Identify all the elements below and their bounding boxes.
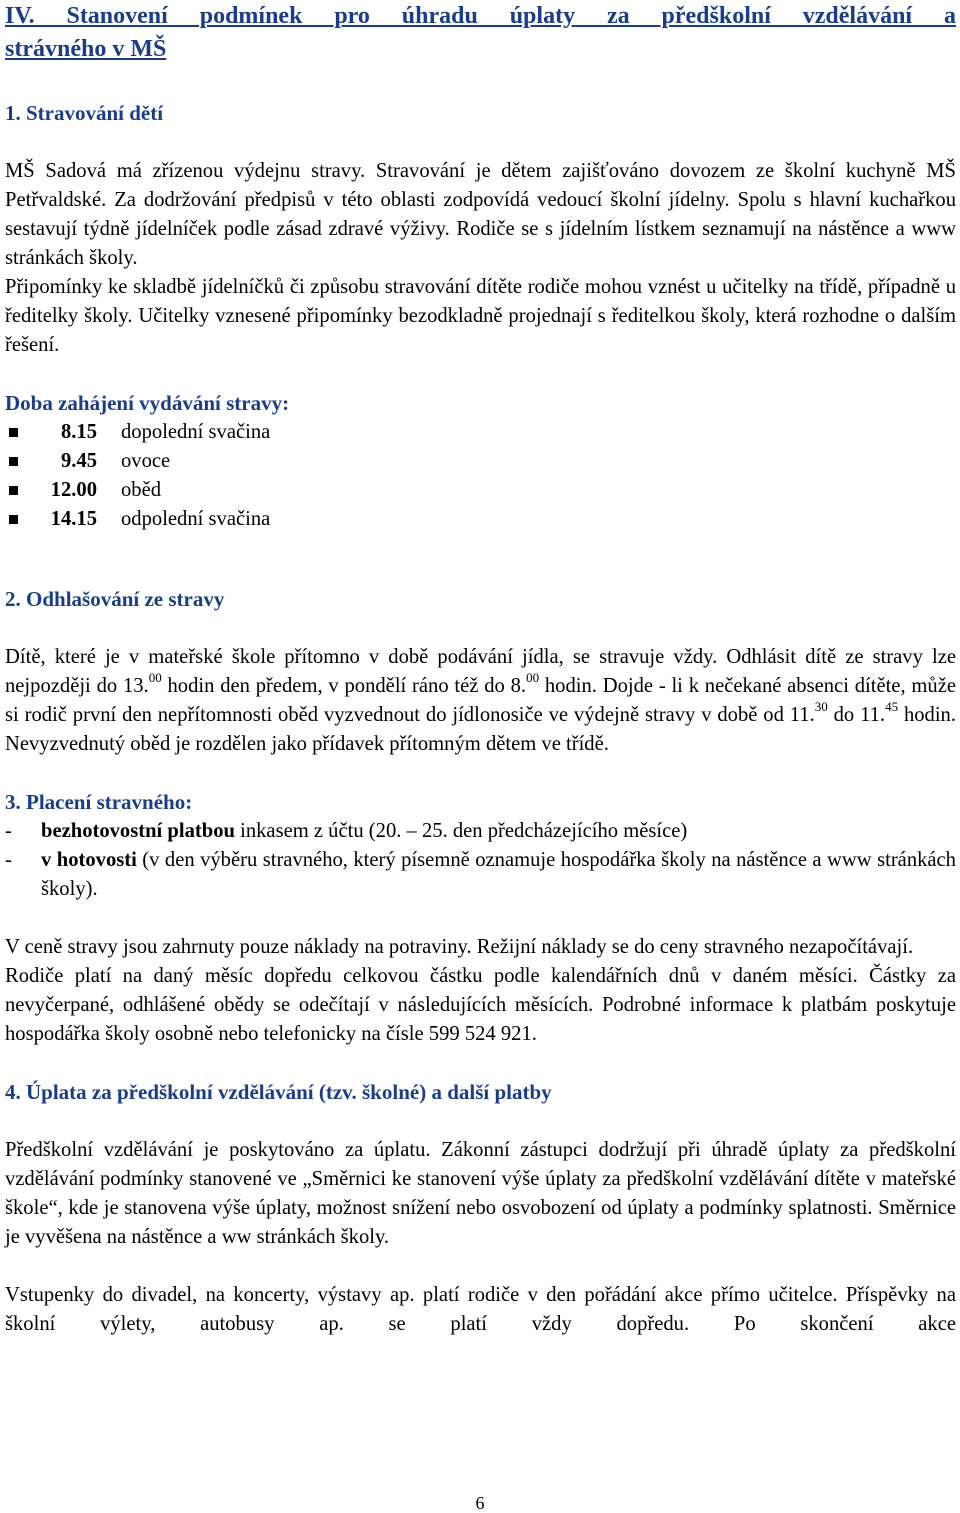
document-page — [5, 0, 956, 1339]
list-item — [5, 447, 956, 476]
list-item — [5, 846, 956, 904]
section-4-title: 4. Úplata za předškolní vzdělávání (tzv. školné) a další platby — [5, 1080, 552, 1104]
dash-bullet: - — [5, 849, 12, 871]
text-run: hodin. Nevyzvednutý oběd je rozdělen jako přídavek přítomným dětem ve třídě. — [5, 704, 956, 755]
section-2-title: 2. Odhlašování ze stravy — [5, 587, 225, 611]
text-run: Dítě, které je v mateřské škole přítomno v době podávání jídla, se stravuje vždy. Odhlásit dítě ze stravy lze nejpozději do 13. — [5, 646, 956, 697]
superscript-minutes: 45 — [885, 699, 899, 715]
page-number: 6 — [475, 1493, 485, 1513]
superscript-minutes: 00 — [526, 670, 540, 686]
list-item — [5, 817, 956, 846]
serving-label: ovoce — [121, 450, 171, 472]
serving-times-heading: Doba zahájení vydávání stravy: — [5, 391, 290, 415]
serving-times-list — [5, 418, 956, 534]
serving-time: 12.00 — [50, 479, 97, 501]
payment-method-bold: bezhotovostní platbou — [41, 820, 235, 842]
section-2-paragraph — [5, 643, 956, 759]
payment-method-detail: (v den výběru stravného, který písemně oznamuje hospodářka školy na nástěnce a www stránkách školy). — [41, 849, 956, 900]
serving-time: 9.45 — [60, 450, 97, 472]
section-3-paragraph-b: Rodiče platí na daný měsíc dopředu celkovou částku podle kalendářních dnů v daném měsíci. Částky za nevyčerpané, odhlášené obědy se odečítají v následujících měsících. Podrobné informace k platbám poskytuje hospodářka školy osobně nebo telefonicky na čísle 599 524 921. — [5, 965, 956, 1045]
square-bullet-icon — [9, 457, 18, 466]
heading-line-2: strávného v MŠ — [5, 36, 167, 62]
square-bullet-icon — [9, 486, 18, 495]
serving-label: oběd — [121, 479, 162, 501]
list-item — [5, 505, 956, 534]
payment-method-detail: inkasem z účtu (20. – 25. den předcházejícího měsíce) — [234, 820, 688, 842]
section-3-paragraph-a: V ceně stravy jsou zahrnuty pouze náklady na potraviny. Režijní náklady se do ceny stravného nezapočítávají. — [5, 936, 914, 958]
list-item — [5, 476, 956, 505]
list-item — [5, 418, 956, 447]
serving-label: dopolední svačina — [121, 421, 271, 443]
section-1-title: 1. Stravování dětí — [5, 101, 164, 125]
square-bullet-icon — [9, 515, 18, 524]
superscript-minutes: 30 — [814, 699, 828, 715]
payment-method-bold: v hotovosti — [41, 849, 137, 871]
superscript-minutes: 00 — [148, 670, 162, 686]
square-bullet-icon — [9, 428, 18, 437]
text-run: hodin. Dojde - li k nečekané absenci dítěte, může si rodič první den nepřítomnosti oběd vyzvednout do jídlonosiče ve výdejně stravy v době od 11. — [5, 675, 956, 726]
heading-line-1: IV. Stanovení podmínek pro úhradu úplaty za předškolní vzdělávání a — [5, 3, 956, 29]
section-3-title: 3. Placení stravného: — [5, 790, 193, 814]
section-1-paragraph-a: MŠ Sadová má zřízenou výdejnu stravy. Stravování je dětem zajišťováno dovozem ze školní kuchyně MŠ Petřvaldské. Za dodržování předpisů v této oblasti zodpovídá vedoucí školní jídelny. Spolu s hlavní kuchařkou sestavují týdně jídelníček podle zásad zdravé výživy. Rodiče se s jídelním lístkem seznamují na nástěnce a www stránkách školy. — [5, 160, 956, 269]
serving-time: 14.15 — [50, 508, 97, 530]
text-run: hodin den předem, v pondělí ráno též do 8. — [161, 675, 527, 697]
dash-bullet: - — [5, 820, 12, 842]
section-1-paragraph-b: Připomínky ke skladbě jídelníčků či způsobu stravování dítěte rodiče mohou vznést u učitelky na třídě, případně u ředitelky školy. Učitelky vznesené připomínky bezodkladně projednají s ředitelkou školy, která rozhodne o dalším řešení. — [5, 276, 956, 356]
serving-label: odpolední svačina — [121, 508, 271, 530]
serving-time: 8.15 — [60, 421, 97, 443]
section-4-paragraph-b: Vstupenky do divadel, na koncerty, výstavy ap. platí rodiče v den pořádání akce přímo učitelce. Příspěvky na školní výlety, autobusy ap. se platí vždy dopředu. Po skončení akce — [5, 1284, 956, 1335]
chapter-heading — [5, 0, 956, 66]
section-4-paragraph-a: Předškolní vzdělávání je poskytováno za úplatu. Zákonní zástupci dodržují při úhradě úplaty za předškolní vzdělávání podmínky stanovené ve „Směrnici ke stanovení výše úplaty za předškolní vzdělávání dítěte v mateřské škole“, kde je stanovena výše úplaty, možnost snížení nebo osvobození od úplaty a podmínky splatnosti. Směrnice je vyvěšena na nástěnce a ww stránkách školy. — [5, 1139, 956, 1248]
text-run: do 11. — [827, 704, 886, 726]
